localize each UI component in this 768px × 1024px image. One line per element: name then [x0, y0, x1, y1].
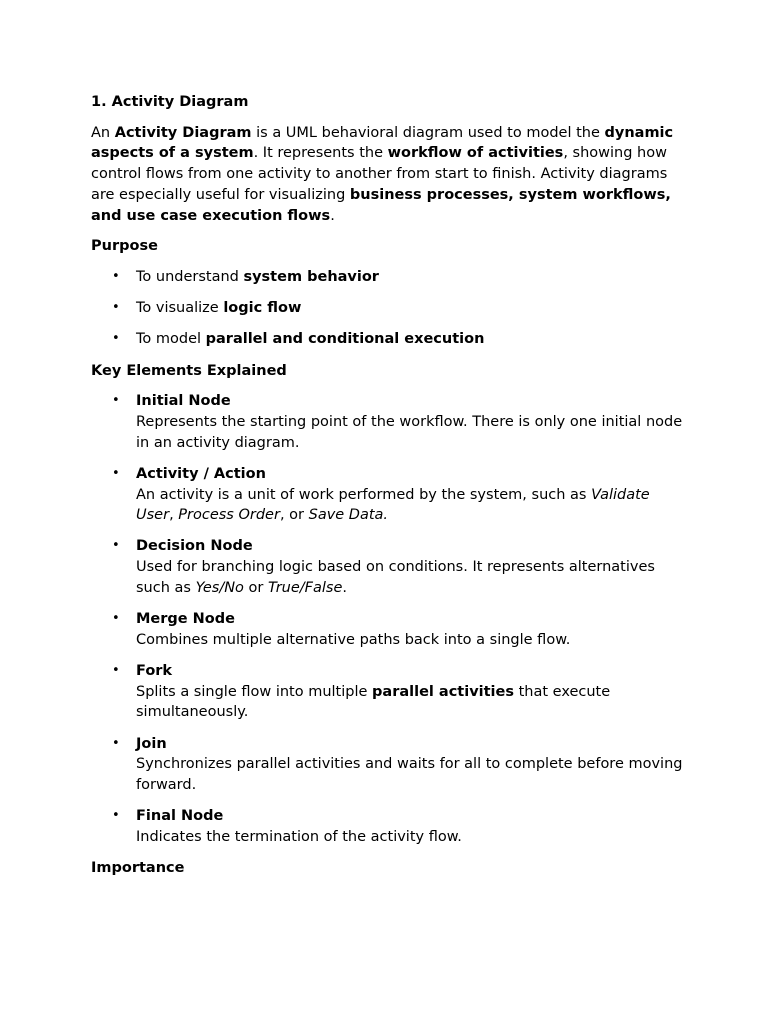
element-description: Represents the starting point of the workflow. There is only one initial node in an activity diagram. — [136, 413, 683, 451]
element-description — [136, 684, 610, 721]
bullet-icon: • — [112, 662, 120, 678]
element-description: Combines multiple alternative paths back into a single flow. — [136, 631, 571, 648]
fork-bold-1: parallel activities — [372, 683, 514, 700]
list-item — [91, 734, 691, 796]
purpose-heading: Purpose — [91, 238, 158, 255]
bullet-icon: • — [112, 268, 120, 284]
bullet-icon: • — [112, 735, 120, 751]
list-item — [91, 536, 691, 598]
intro-bold-1: Activity Diagram — [114, 124, 252, 141]
element-title: Merge Node — [136, 611, 235, 628]
list-item — [91, 806, 691, 847]
purpose-item-prefix: To understand — [136, 268, 244, 285]
element-title: Decision Node — [136, 538, 253, 555]
list-item — [91, 609, 691, 650]
activity-italic-3: Save Data. — [308, 507, 389, 524]
purpose-item-bold: system behavior — [243, 268, 379, 285]
intro-bold-2: dynamic aspects of a system — [91, 124, 674, 162]
element-description: Synchronizes parallel activities and waits for all to complete before moving forward. — [136, 756, 683, 793]
activity-text-1: An activity is a unit of work performed by the system, such as — [136, 486, 592, 503]
decision-text-2: or — [243, 579, 268, 596]
intro-bold-3: workflow of activities — [387, 145, 564, 162]
intro-text-4: , showing how control flows from one activity to another from start to finish. Activity diagrams are especially useful for visualizing — [91, 145, 668, 203]
element-title: Activity / Action — [136, 465, 266, 482]
purpose-item-bold: logic flow — [223, 300, 302, 317]
bullet-icon: • — [112, 538, 120, 554]
intro-bold-4: business processes, system workflows, and use case execution flows — [91, 186, 671, 224]
element-title: Final Node — [136, 808, 224, 825]
key-elements-heading: Key Elements Explained — [91, 362, 287, 379]
bullet-icon: • — [112, 808, 120, 824]
element-title: Join — [136, 735, 167, 752]
purpose-item-bold: parallel and conditional execution — [205, 331, 485, 348]
element-description — [136, 559, 655, 596]
bullet-icon: • — [112, 393, 120, 409]
activity-italic-2: Process Order — [178, 507, 280, 524]
activity-text-3: , or — [279, 507, 309, 524]
fork-text-2: that execute simultaneously. — [136, 683, 611, 721]
importance-heading: Importance — [91, 860, 185, 877]
document-page — [91, 92, 691, 889]
activity-italic-1: Validate User — [136, 486, 650, 524]
list-item — [91, 391, 691, 453]
bullet-icon: • — [112, 331, 120, 347]
bullet-icon: • — [112, 300, 120, 316]
decision-italic-1: Yes/No — [195, 579, 244, 596]
intro-text-5: . — [330, 207, 335, 224]
element-description — [136, 487, 650, 524]
list-item — [91, 329, 691, 350]
purpose-item-prefix: To visualize — [136, 300, 224, 317]
decision-text-1: Used for branching logic based on conditions. It represents alternatives such as — [136, 559, 655, 596]
bullet-icon: • — [112, 465, 120, 481]
element-title: Fork — [136, 662, 173, 679]
list-item — [91, 298, 691, 319]
intro-text-3: . It represents the — [253, 145, 388, 162]
element-description: Indicates the termination of the activity flow. — [136, 828, 462, 845]
fork-text-1: Splits a single flow into multiple — [136, 683, 373, 700]
list-item — [91, 661, 691, 723]
purpose-list — [91, 267, 691, 350]
purpose-item-prefix: To model — [136, 331, 206, 348]
key-elements-list — [91, 391, 691, 847]
intro-paragraph — [91, 123, 691, 227]
activity-text-2: , — [169, 507, 179, 524]
list-item — [91, 267, 691, 288]
element-title: Initial Node — [136, 393, 231, 410]
decision-italic-2: True/False — [267, 579, 343, 596]
bullet-icon: • — [112, 611, 120, 627]
intro-text-1: An — [91, 124, 115, 141]
list-item — [91, 464, 691, 526]
section-title: 1. Activity Diagram — [91, 94, 249, 110]
decision-text-3: . — [342, 579, 348, 596]
intro-text-2: is a UML behavioral diagram used to model the — [251, 124, 605, 141]
